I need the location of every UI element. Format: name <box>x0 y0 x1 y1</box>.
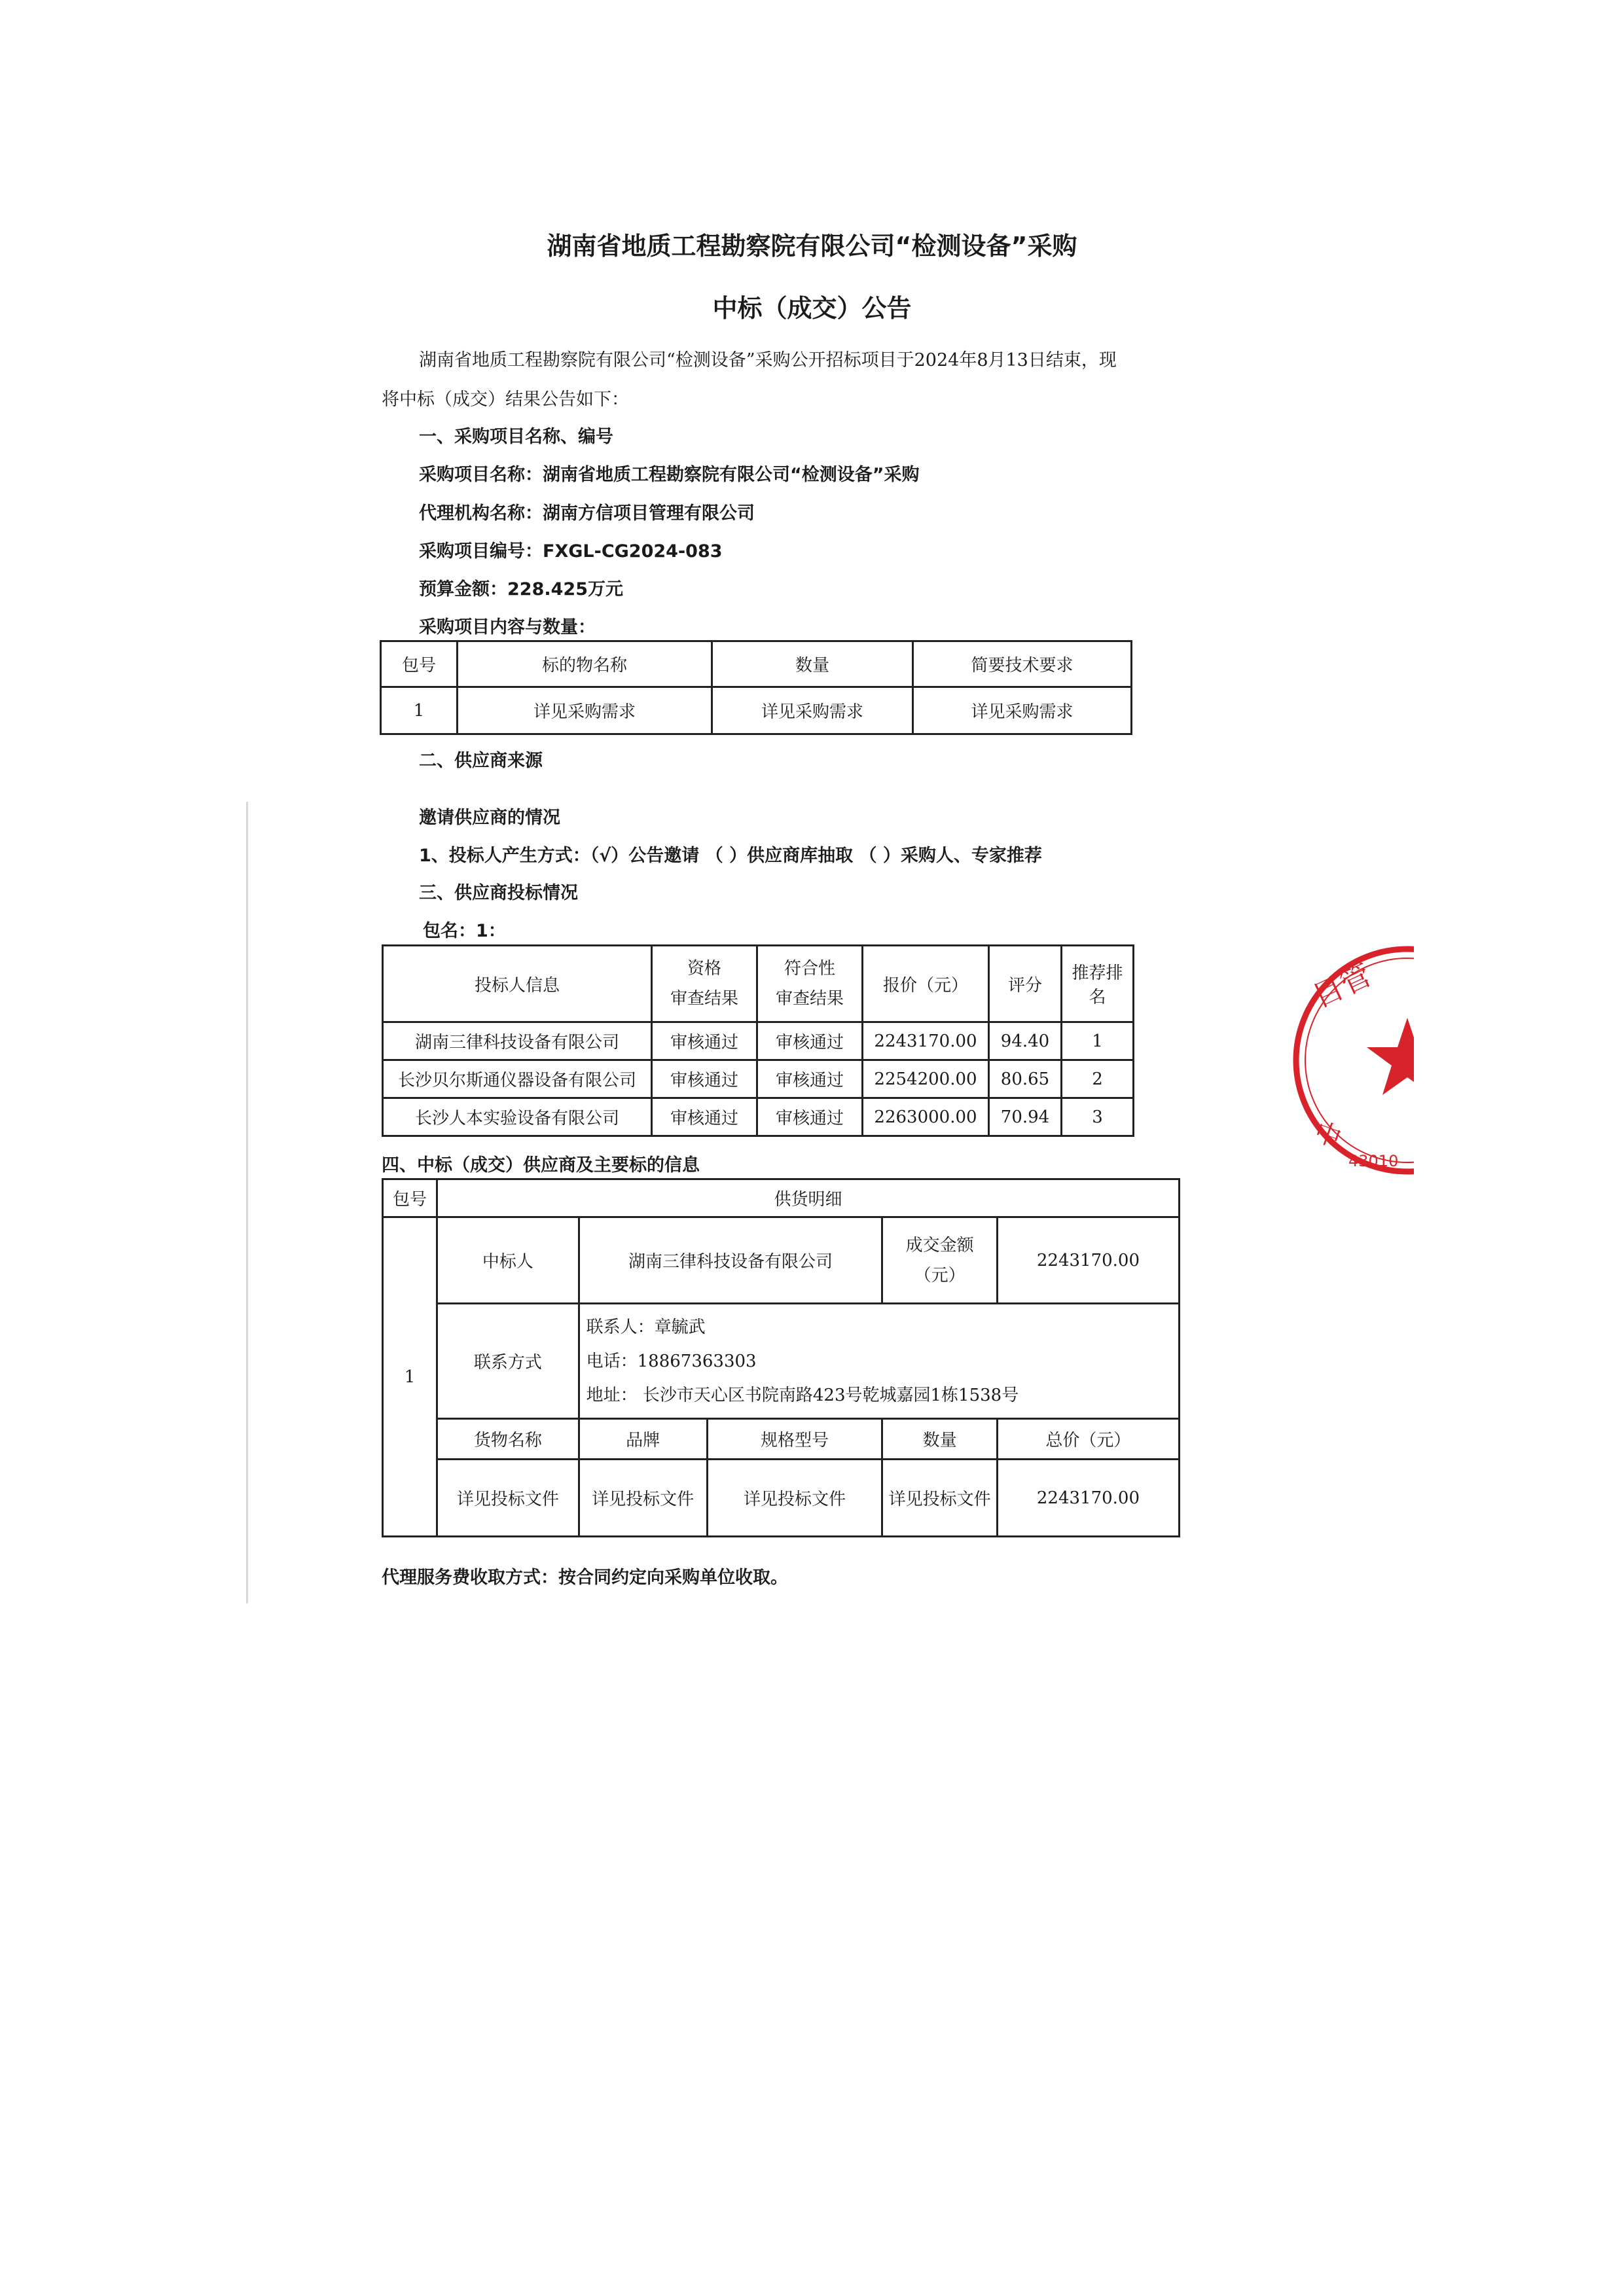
table2-header-score: 评分 <box>989 946 1062 1022</box>
table2-cell: 审核通过 <box>652 1022 757 1060</box>
winner-table <box>382 1178 1180 1537</box>
table2-header-bidder: 投标人信息 <box>383 946 652 1022</box>
table2-header-qualification-line2: 审查结果 <box>670 989 738 1009</box>
intro-line-1: 湖南省地质工程勘察院有限公司“检测设备”采购公开招标项目于2024年8月13日结束，现 <box>419 350 1117 370</box>
table2-cell: 2243170.00 <box>863 1022 989 1060</box>
invite-heading: 邀请供应商的情况 <box>419 808 560 828</box>
procurement-content-table <box>380 640 1132 735</box>
table3-amount-label-1: 成交金额 <box>905 1235 974 1255</box>
table2-header-rank: 推荐排名 <box>1062 946 1134 1022</box>
table2-cell: 审核通过 <box>652 1098 757 1136</box>
table2-header-compliance-line1: 符合性 <box>784 959 835 978</box>
intro-line-2: 将中标（成交）结果公告如下： <box>382 389 629 410</box>
table3-goods-cell: 详见投标文件 <box>882 1460 997 1537</box>
table3-header-package: 包号 <box>383 1179 437 1217</box>
table2-cell: 审核通过 <box>757 1098 863 1136</box>
table-row <box>383 1098 1134 1136</box>
page-title: 湖南省地质工程勘察院有限公司“检测设备”采购 <box>547 232 1077 260</box>
table3-goods-header-total: 总价（元） <box>997 1419 1179 1460</box>
section1-heading: 一、采购项目名称、编号 <box>419 427 613 447</box>
table3-goods-header-name: 货物名称 <box>437 1419 579 1460</box>
table2-cell: 80.65 <box>989 1060 1062 1098</box>
table3-package-cell: 1 <box>383 1217 437 1537</box>
table1-cell-quantity: 详见采购需求 <box>712 687 913 734</box>
table2-cell: 审核通过 <box>757 1022 863 1060</box>
table3-contact-details <box>579 1304 1179 1419</box>
agency-name: 代理机构名称：湖南方信项目管理有限公司 <box>419 503 755 524</box>
table2-header-compliance-line2: 审查结果 <box>775 989 844 1009</box>
table3-goods-cell: 详见投标文件 <box>437 1460 579 1537</box>
table2-cell: 1 <box>1062 1022 1134 1060</box>
table2-header-qualification-line1: 资格 <box>687 959 721 978</box>
table3-contact-label: 联系方式 <box>437 1304 579 1419</box>
table3-contact-address: 地址： 长沙市天心区书院南路423号乾城嘉园1栋1538号 <box>586 1385 1019 1405</box>
official-seal-stamp <box>1250 942 1414 1178</box>
page-subtitle: 中标（成交）公告 <box>712 294 912 323</box>
bidding-table <box>382 944 1134 1137</box>
table2-header-price: 报价（元） <box>863 946 989 1022</box>
table2-cell: 2263000.00 <box>863 1098 989 1136</box>
content-heading: 采购项目内容与数量： <box>419 617 596 637</box>
table1-cell-tech: 详见采购需求 <box>913 687 1132 734</box>
table3-goods-header-quantity: 数量 <box>882 1419 997 1460</box>
table3-winner-label: 中标人 <box>437 1217 579 1304</box>
seal-star-icon <box>1367 1018 1414 1095</box>
project-name: 采购项目名称：湖南省地质工程勘察院有限公司“检测设备”采购 <box>419 465 920 485</box>
scan-edge-left <box>246 802 248 1604</box>
table1-header-item: 标的物名称 <box>458 641 712 687</box>
table2-header-qualification <box>652 946 757 1022</box>
table1-cell-package: 1 <box>381 687 458 734</box>
table3-goods-cell: 详见投标文件 <box>579 1460 707 1537</box>
table1-header-tech: 简要技术要求 <box>913 641 1132 687</box>
table-row <box>383 1060 1134 1098</box>
seal-code: 43010 <box>1348 1152 1399 1170</box>
table3-contact-person: 联系人：章毓武 <box>586 1317 706 1337</box>
section4-heading: 四、中标（成交）供应商及主要标的信息 <box>382 1155 700 1175</box>
bidder-method: 1、投标人产生方式：（√）公告邀请 （ ）供应商库抽取 （ ）采购人、专家推荐 <box>419 846 1042 866</box>
table2-cell: 长沙贝尔斯通仪器设备有限公司 <box>383 1060 652 1098</box>
table3-winner-name: 湖南三律科技设备有限公司 <box>579 1217 882 1304</box>
table1-header-quantity: 数量 <box>712 641 913 687</box>
table-row <box>383 1022 1134 1060</box>
budget: 预算金额：228.425万元 <box>419 579 623 600</box>
table3-goods-cell: 详见投标文件 <box>707 1460 882 1537</box>
project-number: 采购项目编号：FXGL-CG2024-083 <box>419 541 723 562</box>
table2-header-compliance <box>757 946 863 1022</box>
table3-goods-header-spec: 规格型号 <box>707 1419 882 1460</box>
table3-amount-label-2: （元） <box>914 1265 965 1285</box>
section2-heading: 二、供应商来源 <box>419 751 543 771</box>
table3-header-detail: 供货明细 <box>437 1179 1180 1217</box>
table3-goods-cell: 2243170.00 <box>997 1460 1179 1537</box>
table1-header-package: 包号 <box>381 641 458 687</box>
table2-cell: 审核通过 <box>652 1060 757 1098</box>
table1-cell-item: 详见采购需求 <box>458 687 712 734</box>
seal-text-top: 目管 <box>1307 957 1377 1014</box>
table2-cell: 70.94 <box>989 1098 1062 1136</box>
package-name: 包名：1： <box>423 921 506 941</box>
table2-cell: 3 <box>1062 1098 1134 1136</box>
seal-graphic <box>1250 942 1414 1178</box>
table2-cell: 长沙人本实验设备有限公司 <box>383 1098 652 1136</box>
table3-amount-label <box>882 1217 997 1304</box>
table2-cell: 2 <box>1062 1060 1134 1098</box>
seal-text-side: 中 <box>1310 1117 1345 1155</box>
table3-amount-value: 2243170.00 <box>997 1217 1179 1304</box>
table2-cell: 审核通过 <box>757 1060 863 1098</box>
section3-heading: 三、供应商投标情况 <box>419 883 578 903</box>
table3-goods-header-brand: 品牌 <box>579 1419 707 1460</box>
fee-note: 代理服务费收取方式：按合同约定向采购单位收取。 <box>382 1568 788 1588</box>
table2-cell: 94.40 <box>989 1022 1062 1060</box>
table2-cell: 湖南三律科技设备有限公司 <box>383 1022 652 1060</box>
table2-cell: 2254200.00 <box>863 1060 989 1098</box>
table3-contact-phone: 电话：18867363303 <box>586 1351 757 1371</box>
